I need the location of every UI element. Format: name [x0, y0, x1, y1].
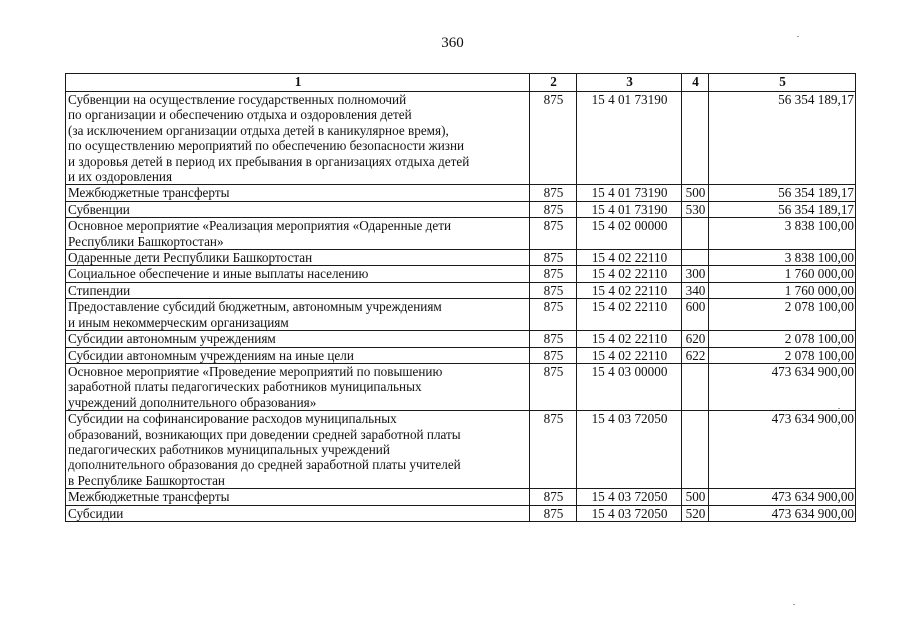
- column-header-code: 3: [577, 74, 682, 92]
- scan-speck: [797, 36, 799, 37]
- row-name-cell: [66, 299, 530, 331]
- row-name-line: и здоровья детей в период их пребывания в организациях отдыха детей: [68, 153, 470, 169]
- row-amount-cell: 473 634 900,00: [709, 505, 856, 521]
- row-code-cell: 15 4 01 73190: [577, 185, 682, 201]
- row-vr-cell: 620: [682, 331, 709, 347]
- row-name-cell: [66, 266, 530, 282]
- row-gov-cell: 875: [530, 266, 577, 282]
- row-amount-cell: 1 760 000,00: [709, 282, 856, 298]
- row-name-line: Межбюджетные трансферты: [68, 185, 230, 201]
- row-vr-cell: [682, 411, 709, 489]
- column-header-vr: 4: [682, 74, 709, 92]
- row-gov-cell: 875: [530, 250, 577, 266]
- row-name-line: Межбюджетные трансферты: [68, 489, 230, 505]
- row-name-line: Субсидии на софинансирование расходов муниципальных: [68, 411, 397, 427]
- table-row: [66, 201, 856, 217]
- row-amount-cell: 3 838 100,00: [709, 218, 856, 250]
- row-code-cell: 15 4 02 00000: [577, 218, 682, 250]
- row-name-line: дополнительного образования до средней заработной платы учителей: [68, 457, 461, 473]
- row-name-line: по организации и обеспечению отдыха и оздоровления детей: [68, 107, 412, 123]
- table-row: [66, 411, 856, 489]
- row-code-cell: 15 4 02 22110: [577, 250, 682, 266]
- row-name-line: Основное мероприятие «Проведение мероприятий по повышению: [68, 363, 443, 379]
- row-name-line: (за исключением организации отдыха детей в каникулярное время),: [68, 122, 449, 138]
- table-row: [66, 218, 856, 250]
- row-name-cell: [66, 331, 530, 347]
- row-vr-cell: 600: [682, 299, 709, 331]
- row-vr-cell: 500: [682, 489, 709, 505]
- row-amount-cell: 473 634 900,00: [709, 363, 856, 410]
- row-gov-cell: 875: [530, 489, 577, 505]
- row-gov-cell: 875: [530, 92, 577, 185]
- row-vr-cell: [682, 363, 709, 410]
- page-number: 360: [441, 35, 464, 51]
- row-gov-cell: 875: [530, 331, 577, 347]
- row-amount-cell: 2 078 100,00: [709, 347, 856, 363]
- row-name-line: Стипендии: [68, 282, 131, 298]
- row-vr-cell: [682, 92, 709, 185]
- row-code-cell: 15 4 02 22110: [577, 266, 682, 282]
- row-name-line: Социальное обеспечение и иные выплаты населению: [68, 266, 369, 282]
- table-row: [66, 250, 856, 266]
- row-vr-cell: 530: [682, 201, 709, 217]
- row-gov-cell: 875: [530, 411, 577, 489]
- row-name-cell: [66, 92, 530, 185]
- scan-speck: [793, 604, 795, 605]
- table-row: [66, 282, 856, 298]
- row-name-line: Основное мероприятие «Реализация мероприятия «Одаренные дети: [68, 218, 452, 234]
- row-vr-cell: 622: [682, 347, 709, 363]
- table-row: [66, 266, 856, 282]
- table-row: [66, 489, 856, 505]
- row-name-cell: [66, 363, 530, 410]
- row-name-line: Предоставление субсидий бюджетным, автономным учреждениям: [68, 299, 442, 315]
- row-gov-cell: 875: [530, 218, 577, 250]
- row-vr-cell: 300: [682, 266, 709, 282]
- row-code-cell: 15 4 03 72050: [577, 505, 682, 521]
- row-name-cell: [66, 489, 530, 505]
- column-header-amount: 5: [709, 74, 856, 92]
- table-row: [66, 92, 856, 185]
- row-amount-cell: 2 078 100,00: [709, 299, 856, 331]
- row-amount-cell: 2 078 100,00: [709, 331, 856, 347]
- row-vr-cell: [682, 250, 709, 266]
- row-name-line: заработной платы педагогических работников муниципальных: [68, 379, 422, 395]
- row-code-cell: 15 4 02 22110: [577, 347, 682, 363]
- row-name-line: учреждений дополнительного образования»: [68, 394, 317, 410]
- row-name-cell: [66, 218, 530, 250]
- row-name-cell: [66, 505, 530, 521]
- row-code-cell: 15 4 03 72050: [577, 411, 682, 489]
- row-code-cell: 15 4 03 72050: [577, 489, 682, 505]
- row-name-line: педагогических работников муниципальных учреждений: [68, 441, 390, 457]
- row-amount-cell: 56 354 189,17: [709, 185, 856, 201]
- row-name-cell: [66, 250, 530, 266]
- row-vr-cell: 520: [682, 505, 709, 521]
- table-row: [66, 185, 856, 201]
- row-name-cell: [66, 185, 530, 201]
- row-amount-cell: 56 354 189,17: [709, 201, 856, 217]
- row-name-line: Субвенции на осуществление государственных полномочий: [68, 92, 407, 107]
- row-name-line: и иным некоммерческим организациям: [68, 314, 289, 330]
- row-gov-cell: 875: [530, 282, 577, 298]
- row-code-cell: 15 4 03 00000: [577, 363, 682, 410]
- row-vr-cell: [682, 218, 709, 250]
- row-name-line: образований, возникающих при доведении средней заработной платы: [68, 426, 461, 442]
- row-name-line: Субсидии: [68, 505, 124, 521]
- table-row: [66, 505, 856, 521]
- row-name-cell: [66, 282, 530, 298]
- table-row: [66, 347, 856, 363]
- row-name-cell: [66, 201, 530, 217]
- column-header-gov: 2: [530, 74, 577, 92]
- table-header-row: [66, 74, 856, 92]
- row-vr-cell: 340: [682, 282, 709, 298]
- row-amount-cell: 3 838 100,00: [709, 250, 856, 266]
- row-name-line: Субсидии автономным учреждениям: [68, 331, 276, 347]
- row-amount-cell: 473 634 900,00: [709, 411, 856, 489]
- row-amount-cell: 56 354 189,17: [709, 92, 856, 185]
- row-name-line: Субвенции: [68, 201, 130, 217]
- row-name-line: Одаренные дети Республики Башкортостан: [68, 250, 313, 266]
- table-row: [66, 331, 856, 347]
- scan-speck: [838, 408, 840, 409]
- row-name-line: Субсидии автономным учреждениям на иные цели: [68, 347, 354, 363]
- row-gov-cell: 875: [530, 185, 577, 201]
- table-row: [66, 363, 856, 410]
- row-gov-cell: 875: [530, 347, 577, 363]
- row-name-cell: [66, 411, 530, 489]
- table-row: [66, 299, 856, 331]
- row-name-cell: [66, 347, 530, 363]
- row-name-line: Республики Башкортостан»: [68, 233, 224, 249]
- budget-table: [65, 73, 856, 522]
- column-header-name: 1: [66, 74, 530, 92]
- row-gov-cell: 875: [530, 201, 577, 217]
- row-code-cell: 15 4 01 73190: [577, 92, 682, 185]
- row-amount-cell: 473 634 900,00: [709, 489, 856, 505]
- row-code-cell: 15 4 02 22110: [577, 299, 682, 331]
- row-code-cell: 15 4 02 22110: [577, 331, 682, 347]
- row-code-cell: 15 4 01 73190: [577, 201, 682, 217]
- row-gov-cell: 875: [530, 299, 577, 331]
- row-vr-cell: 500: [682, 185, 709, 201]
- row-gov-cell: 875: [530, 363, 577, 410]
- row-name-line: в Республике Башкортостан: [68, 472, 225, 488]
- row-name-line: по осуществлению мероприятий по обеспечению безопасности жизни: [68, 138, 465, 154]
- row-gov-cell: 875: [530, 505, 577, 521]
- row-amount-cell: 1 760 000,00: [709, 266, 856, 282]
- table-body: [66, 92, 856, 522]
- row-name-line: и их оздоровления: [68, 169, 173, 185]
- row-code-cell: 15 4 02 22110: [577, 282, 682, 298]
